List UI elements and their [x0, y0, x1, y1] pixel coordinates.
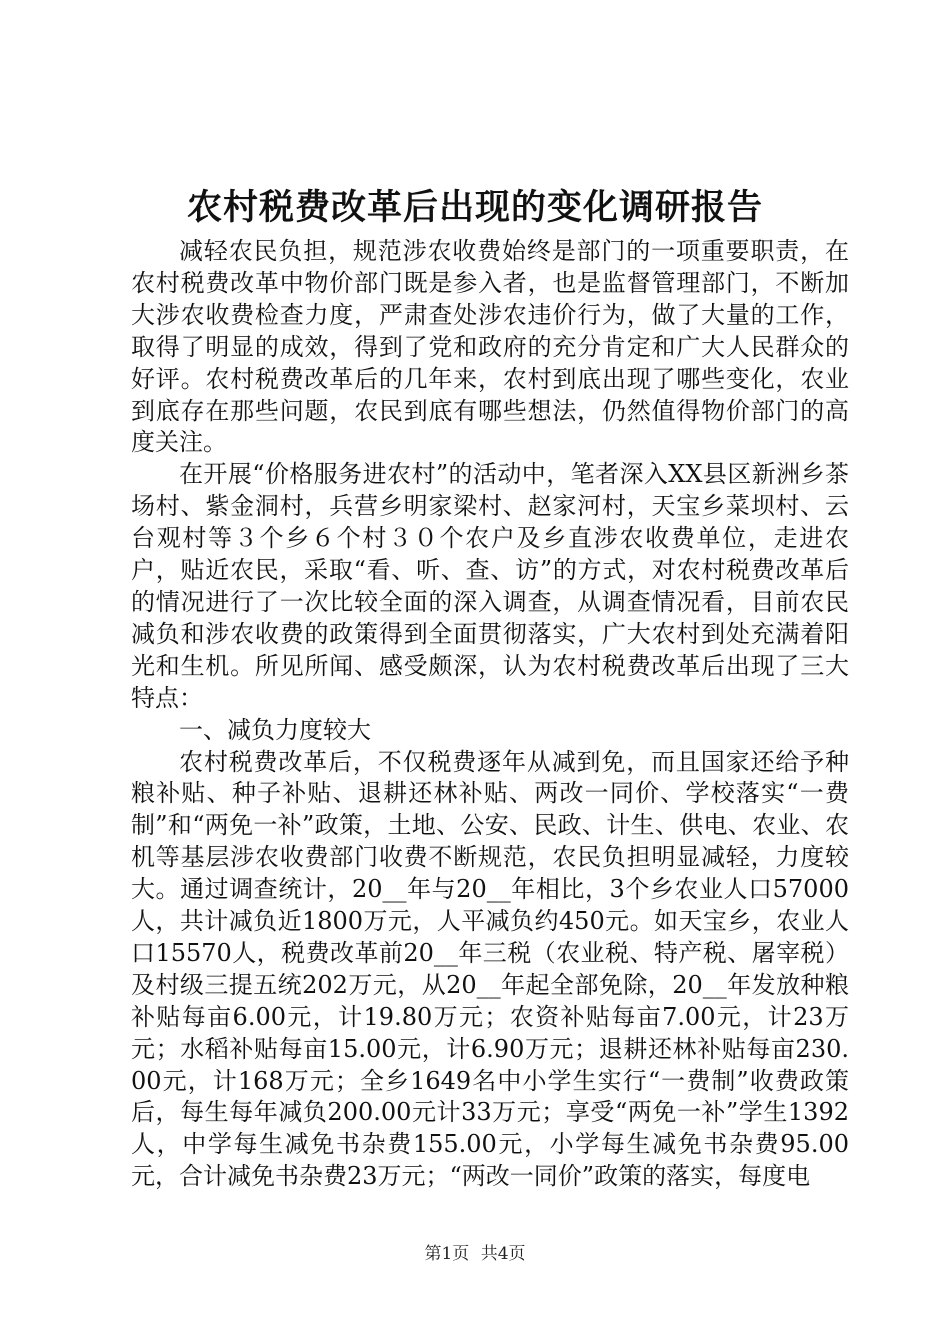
- document-body: [131, 236, 849, 1193]
- page-footer: [0, 1243, 950, 1265]
- section-heading: 一、减负力度较大: [179, 715, 371, 744]
- page-total: 共4页: [480, 1244, 526, 1264]
- document-title: 农村税费改革后出现的变化调研报告: [186, 187, 763, 228]
- paragraph-intro: 减轻农民负担，规范涉农收费始终是部门的一项重要职责，在农村税费改革中物价部门既是参入者，也是监督管理部门，不断加大涉农收费检查力度，严肃查处涉农违价行为，做了大量的工作，取得了明显的成效，得到了党和政府的充分肯定和广大人民群众的好评。农村税费改革后的几年来，农村到底出现了哪些变化，农业到底存在那些问题，农民到底有哪些想法，仍然值得物价部门的高度关注。: [131, 237, 849, 457]
- paragraph-section-one: 农村税费改革后，不仅税费逐年从减到免，而且国家还给予种粮补贴、种子补贴、退耕还林补贴、两改一同价、学校落实“一费制”和“两免一补”政策，土地、公安、民政、计生、供电、农业、农机等基层涉农收费部门收费不断规范，农民负担明显减轻，力度较大。通过调查统计，20__年与20__年相比，3个乡农业人口57000人，共计减负近1800万元，人平减负约450元。如天宝乡，农业人口15570人，税费改革前20__年三税（农业税、特产税、屠宰税）及村级三提五统202万元，从20__年起全部免除，20__年发放种粮补贴每亩6.00元，计19.80万元；农资补贴每亩7.00元，计23万元；水稻补贴每亩15.00元，计6.90万元；退耕还林补贴每亩230.00元，计168万元；全乡1649名中小学生实行“一费制”收费政策后，每生每年减负200.00元计33万元；享受“两免一补”学生1392人，中学每生减免书杂费155.00元，小学每生减免书杂费95.00元，合计减免书杂费23万元；“两改一同价”政策的落实，每度电: [131, 747, 849, 1191]
- page-number: 第1页: [424, 1244, 470, 1264]
- paragraph-survey: 在开展“价格服务进农村”的活动中，笔者深入XX县区新洲乡茶场村、紫金洞村，兵营乡明家梁村、赵家河村，天宝乡菜坝村、云台观村等３个乡６个村３０个农户及乡直涉农收费单位，走进农户，贴近农民，采取“看、听、查、访”的方式，对农村税费改革后的情况进行了一次比较全面的深入调查，从调查情况看，目前农民减负和涉农收费的政策得到全面贯彻落实，广大农村到处充满着阳光和生机。所见所闻、感受颇深，认为农村税费改革后出现了三大特点：: [131, 460, 849, 712]
